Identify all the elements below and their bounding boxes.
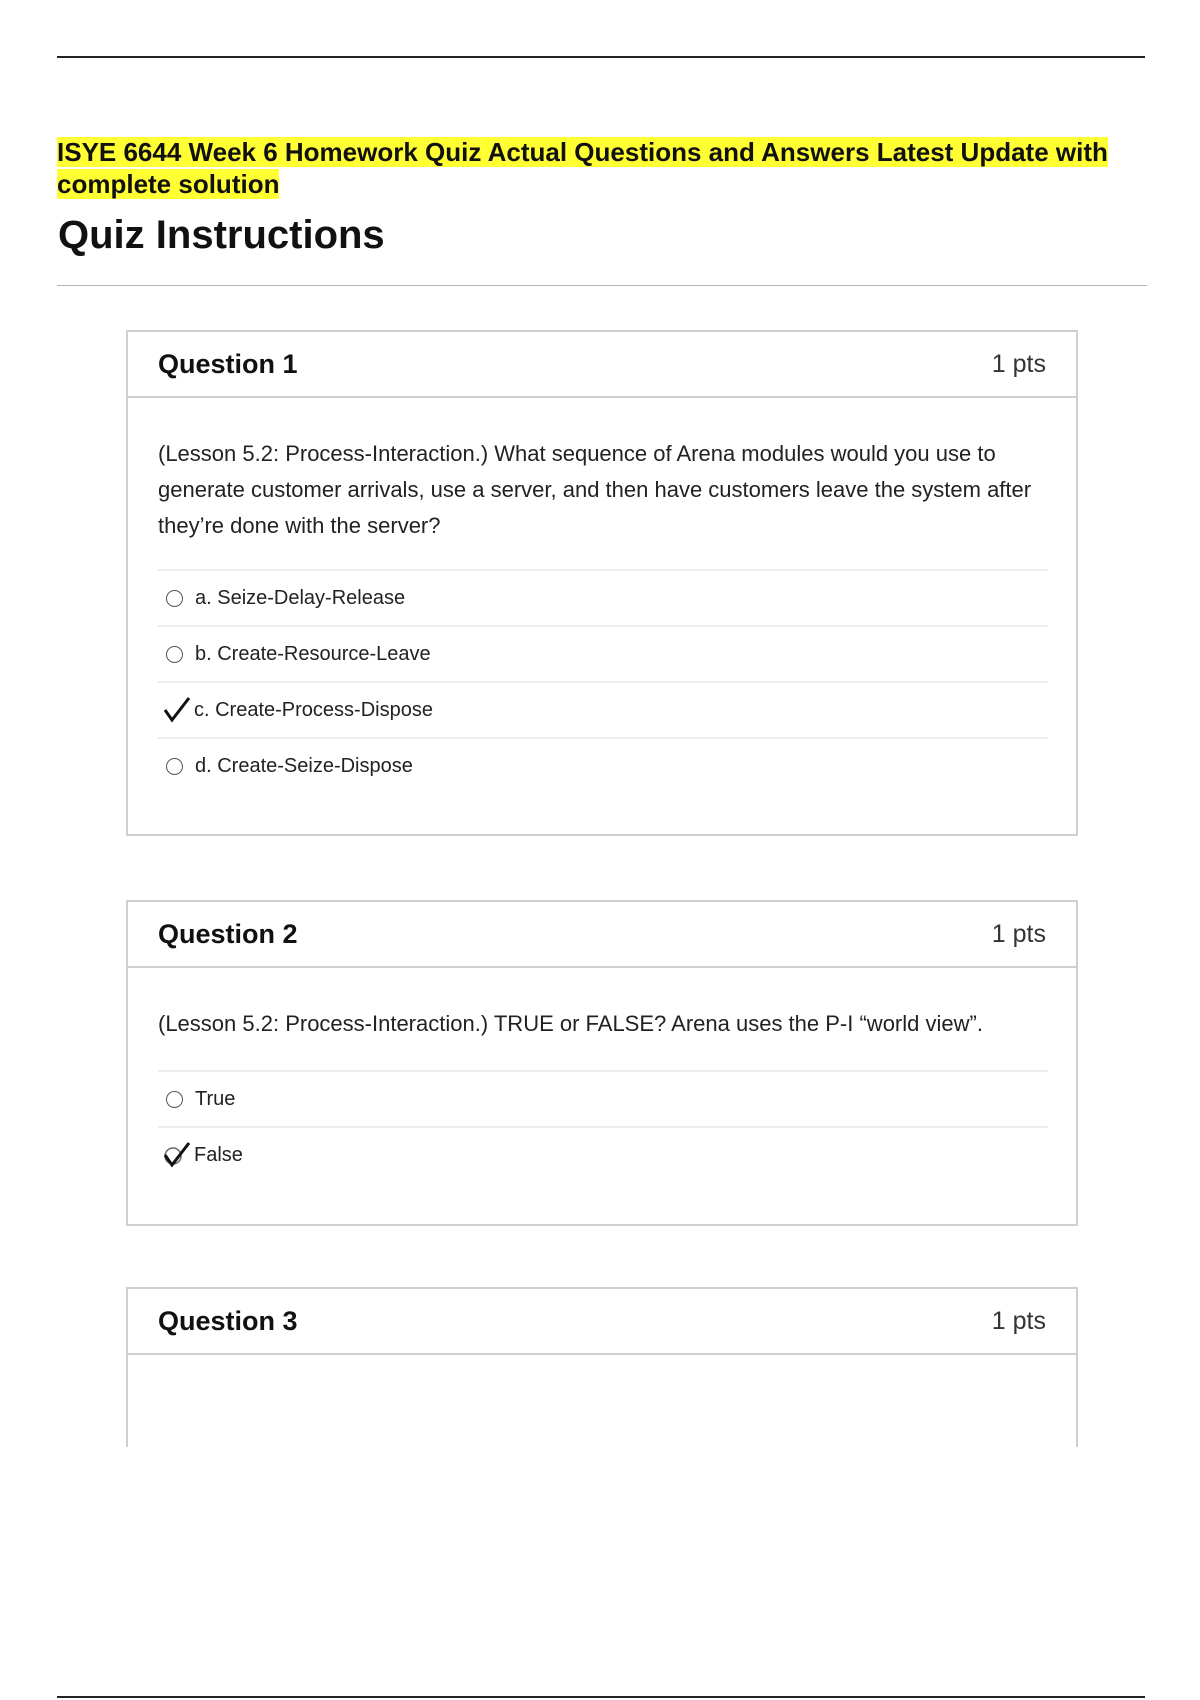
answer-option-d[interactable]	[158, 739, 1048, 793]
radio-icon[interactable]	[166, 1091, 183, 1108]
radio-icon[interactable]	[166, 646, 183, 663]
heading-divider	[57, 285, 1147, 286]
question-title: Question 1	[158, 348, 298, 379]
answer-label: c. Create-Process-Dispose	[194, 698, 433, 721]
answer-label: d. Create-Seize-Dispose	[195, 754, 413, 777]
document-title-highlight: ISYE 6644 Week 6 Homework Quiz Actual Questions and Answers Latest Update with complete solution	[57, 137, 1108, 199]
answer-list	[158, 1070, 1048, 1182]
question-card-1	[126, 330, 1078, 836]
answer-option-b[interactable]	[158, 627, 1048, 683]
question-title: Question 2	[158, 918, 298, 949]
question-card-3	[126, 1287, 1078, 1447]
question-points: 1 pts	[991, 919, 1046, 948]
question-text: (Lesson 5.2: Process-Interaction.) What sequence of Arena modules would you use to generate customer arrivals, use a server, and then have customers leave the system after they’re done with the server?	[158, 441, 1032, 538]
question-header	[128, 1289, 1076, 1355]
question-card-2	[126, 900, 1078, 1226]
answer-label: True	[195, 1087, 236, 1110]
top-rule	[57, 56, 1145, 58]
answer-option-a[interactable]	[158, 571, 1048, 627]
answer-list	[158, 569, 1048, 793]
answer-option-true[interactable]	[158, 1072, 1048, 1128]
checkmark-icon	[162, 695, 192, 725]
radio-icon[interactable]	[166, 758, 183, 775]
answer-option-false[interactable]	[158, 1128, 1048, 1182]
answer-option-c[interactable]	[158, 683, 1048, 739]
question-body	[128, 968, 1076, 1182]
question-text: (Lesson 5.2: Process-Interaction.) TRUE or FALSE? Arena uses the P-I “world view”.	[158, 1011, 983, 1036]
question-points: 1 pts	[991, 349, 1046, 378]
page-heading: Quiz Instructions	[58, 213, 385, 257]
checkmark-icon	[162, 1140, 192, 1170]
question-header	[128, 902, 1076, 968]
answer-label: b. Create-Resource-Leave	[195, 642, 431, 665]
answer-label: a. Seize-Delay-Release	[195, 586, 406, 609]
answer-label: False	[194, 1143, 243, 1166]
document-title	[57, 136, 1167, 200]
question-header	[128, 332, 1076, 398]
question-body	[128, 398, 1076, 793]
radio-icon[interactable]	[166, 590, 183, 607]
question-title: Question 3	[158, 1305, 298, 1336]
question-points: 1 pts	[991, 1306, 1046, 1335]
bottom-rule	[57, 1696, 1145, 1698]
